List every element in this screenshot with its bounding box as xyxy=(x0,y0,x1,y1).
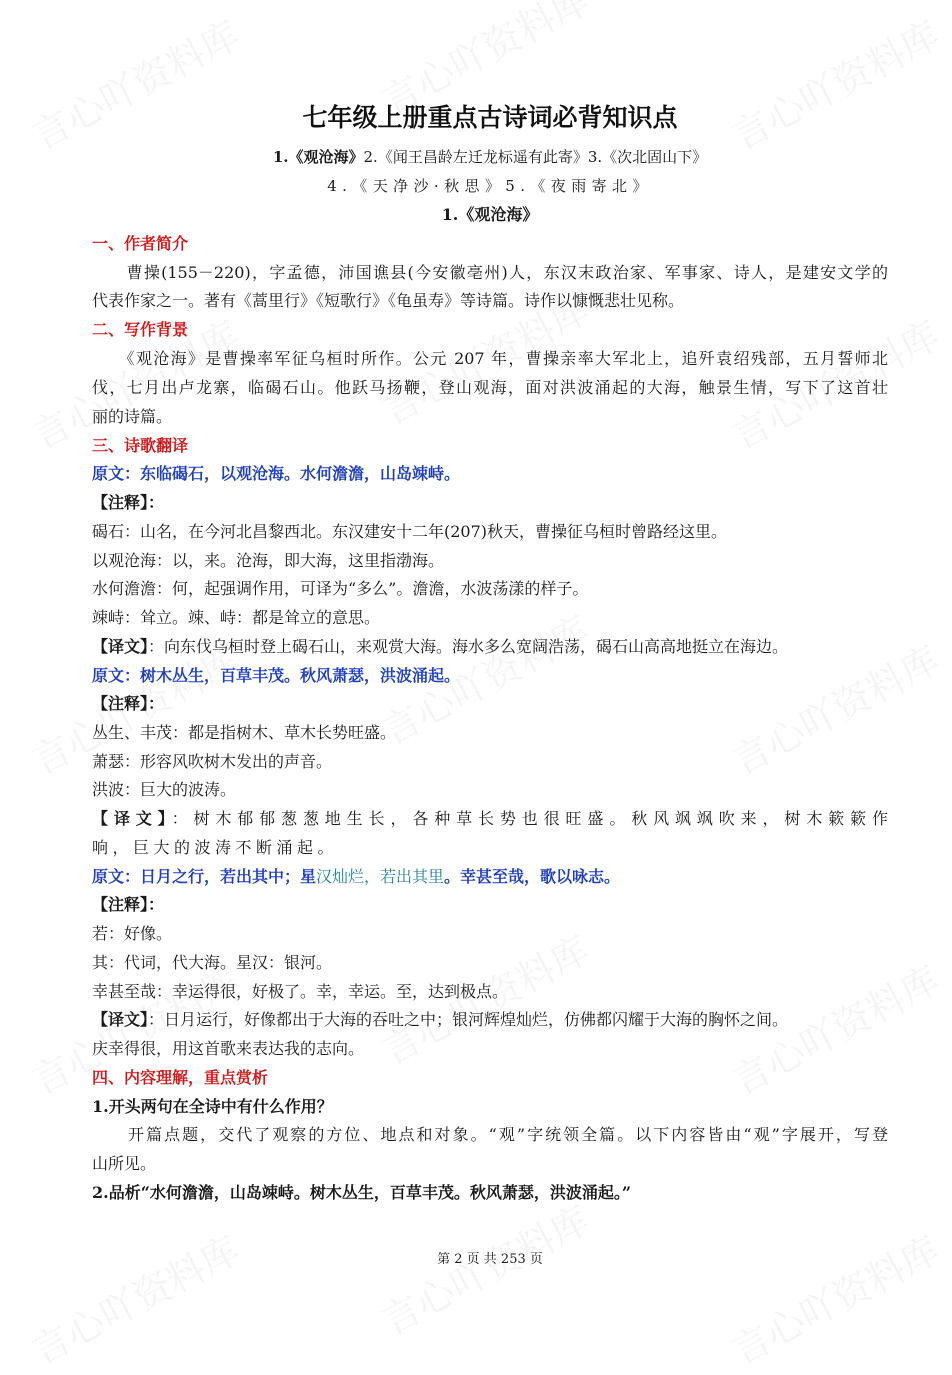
original-text-2: 原文：树木丛生，百草丰茂。秋风萧瑟，洪波涌起。 xyxy=(92,666,461,685)
toc-item-4[interactable]: 4.《天净沙·秋思》 xyxy=(327,177,506,195)
paragraph-line: 伐，七月出卢龙寨，临碣石山。他跃马扬鞭，登山观海，面对洪波涌起的大海，触景生情，写下了这首壮 xyxy=(92,378,888,397)
paragraph-line: 丽的诗篇。 xyxy=(92,407,173,426)
note-line: 竦峙：耸立。竦、峙：都是耸立的意思。 xyxy=(92,608,381,627)
watermark xyxy=(720,5,947,161)
watermark xyxy=(720,1220,947,1375)
toc-line-1 xyxy=(92,146,888,168)
note-line: 幸甚至哉：幸运得很，好极了。幸，幸运。至，达到极点。 xyxy=(92,982,509,1001)
note-line: 以观沧海：以，来。沧海，即大海，这里指渤海。 xyxy=(92,551,445,570)
translation-line xyxy=(92,1009,788,1031)
note-label: 【注释】： xyxy=(92,895,165,914)
note-label: 【注释】： xyxy=(92,694,165,713)
question-2: 2.品析“水何澹澹，山岛竦峙。树木丛生，百草丰茂。秋风萧瑟，洪波涌起。” xyxy=(92,1183,632,1202)
paragraph-line: 《观沧海》是曹操率军征乌桓时所作。公元 207 年，曹操亲率大军北上，追歼袁绍残部，五月誓师北 xyxy=(92,349,888,368)
note-line: 水何澹澹：何，起强调作用，可译为“多么”。澹澹，水波荡漾的样子。 xyxy=(92,579,589,598)
paragraph-line: 山所见。 xyxy=(92,1154,157,1173)
section-heading-author: 一、作者简介 xyxy=(92,234,189,253)
section-heading-analysis: 四、内容理解，重点赏析 xyxy=(92,1068,269,1087)
translation-label: 【译文】 xyxy=(92,637,149,656)
original-text-1: 原文：东临碣石，以观沧海。水何澹澹，山岛竦峙。 xyxy=(92,464,461,483)
translation-line: 庆幸得很，用这首歌来表达我的志向。 xyxy=(92,1039,365,1058)
paragraph-line: 开篇点题，交代了观察的方位、地点和对象。“观”字统领全篇。以下内容皆由“观”字展开，写登 xyxy=(92,1125,888,1144)
note-line: 碣石：山名，在今河北昌黎西北。东汉建安十二年(207)秋天，曹操征乌桓时曾路经这里。 xyxy=(92,522,728,541)
original-text-3 xyxy=(92,866,620,888)
translation-line xyxy=(92,808,888,830)
original-text-3-part-a: 原文：日月之行，若出其中；星 xyxy=(92,867,317,886)
toc-item-1[interactable]: 1.《观沧海》 xyxy=(272,148,364,166)
poem-title: 1.《观沧海》 xyxy=(441,205,539,224)
toc-line-2 xyxy=(92,175,888,197)
paragraph-line: 曹操(155－220)，字孟德，沛国谯县(今安徽亳州)人，东汉末政治家、军事家、诗人，是建安文学的 xyxy=(92,263,888,282)
original-text-3-part-b: 汉灿烂，若出其里 xyxy=(316,867,445,886)
translation-label: 【译文】 xyxy=(92,809,172,828)
note-line: 其：代词，代大海。星汉：银河。 xyxy=(92,953,333,972)
translation-text: ：日月运行，好像都出于大海的吞吐之中；银河辉煌灿烂，仿佛都闪耀于大海的胸怀之间。 xyxy=(148,1010,789,1029)
watermark xyxy=(20,1220,247,1375)
page-title: 七年级上册重点古诗词必背知识点 xyxy=(302,103,678,132)
note-label: 【注释】： xyxy=(92,493,165,512)
page-footer: 第 2 页 共 253 页 xyxy=(437,1252,543,1267)
toc-item-3[interactable]: 3.《次北固山下》 xyxy=(587,148,708,166)
translation-line: 响，巨大的波涛不断涌起。 xyxy=(92,838,339,857)
toc-item-5[interactable]: 5.《夜雨寄北》 xyxy=(505,177,653,195)
translation-label: 【译文】 xyxy=(92,1010,149,1029)
watermark xyxy=(20,5,247,161)
translation-line xyxy=(92,636,788,658)
translation-text: ：树木郁郁葱葱地生长，各种草长势也很旺盛。秋风飒飒吹来，树木簌簌作 xyxy=(171,809,888,828)
section-heading-background: 二、写作背景 xyxy=(92,320,189,339)
note-line: 丛生、丰茂：都是指树木、草木长势旺盛。 xyxy=(92,723,397,742)
question-1: 1.开头两句在全诗中有什么作用？ xyxy=(92,1097,333,1116)
note-line: 萧瑟：形容风吹树木发出的声音。 xyxy=(92,752,333,771)
toc-item-2[interactable]: 2.《闻王昌龄左迁龙标遥有此寄》 xyxy=(363,148,588,166)
note-line: 洪波：巨大的波涛。 xyxy=(92,780,237,799)
section-heading-translation: 三、诗歌翻译 xyxy=(92,436,189,455)
original-text-3-part-c: 。幸甚至哉，歌以咏志。 xyxy=(444,867,621,886)
paragraph-line: 代表作家之一。著有《蒿里行》《短歌行》《龟虽寿》等诗篇。诗作以慷慨悲壮见称。 xyxy=(92,291,685,310)
translation-text: ：向东伐乌桓时登上碣石山，来观赏大海。海水多么宽阔浩荡，碣石山高高地挺立在海边。 xyxy=(148,637,789,656)
note-line: 若：好像。 xyxy=(92,924,173,943)
